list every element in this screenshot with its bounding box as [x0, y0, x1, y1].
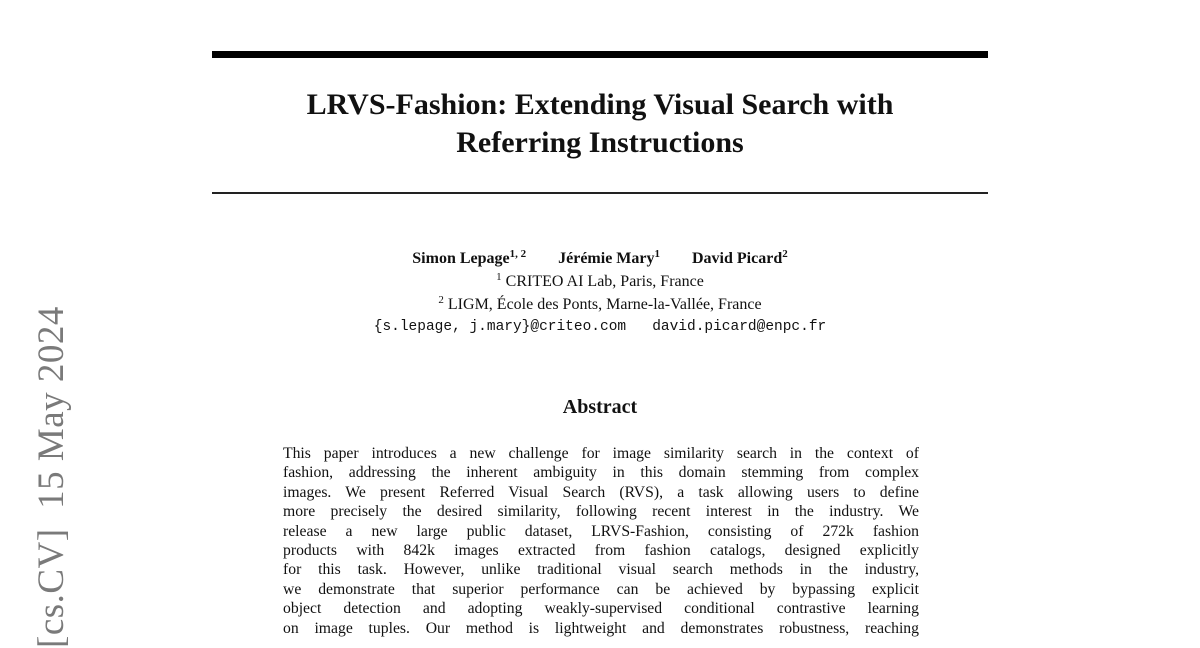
abstract-line: images. We present Referred Visual Search (RVS), a task allowing users to define: [283, 483, 919, 501]
author-2-affil-marks: 1: [654, 248, 660, 260]
author-1-name: Simon Lepage: [412, 250, 510, 267]
affiliation-1-mark: 1: [496, 271, 502, 283]
affiliation-2-mark: 2: [438, 294, 444, 306]
top-rule: [212, 51, 988, 58]
abstract-line: on image tuples. Our method is lightweight and demonstrates robustness, reaching: [283, 619, 919, 637]
paper-title: [212, 86, 988, 162]
author-3: [692, 250, 788, 267]
abstract-heading: Abstract: [562, 396, 638, 418]
author-3-affil-marks: 2: [782, 248, 788, 260]
abstract-line: more precisely the desired similarity, following recent interest in the industry. We: [283, 503, 919, 521]
abstract-line: products with 842k images extracted from fashion catalogs, designed explicitly: [283, 541, 919, 559]
arxiv-identifier-stamp: [cs.CV] 15 May 2024: [31, 306, 72, 648]
abstract-line: This paper introduces a new challenge for image similarity search in the context of: [283, 445, 919, 462]
title-line-2: Referring Instructions: [456, 126, 744, 159]
author-2: [558, 250, 660, 267]
author-list: [212, 248, 988, 270]
title-line-1: LRVS-Fashion: Extending Visual Search with: [306, 88, 894, 121]
author-2-name: Jérémie Mary: [558, 250, 655, 267]
author-3-name: David Picard: [692, 250, 783, 267]
title-bottom-rule: [212, 192, 988, 194]
author-1-affil-marks: 1, 2: [509, 248, 527, 260]
author-emails: {s.lepage, j.mary}@criteo.com david.picard@enpc.fr: [373, 319, 827, 335]
author-1: [412, 250, 526, 267]
abstract-line: fashion, addressing the inherent ambiguity in this domain stemming from complex: [283, 464, 919, 482]
affiliation-1: [212, 271, 988, 293]
abstract-line: object detection and adopting weakly-supervised conditional contrastive learning: [283, 600, 919, 618]
abstract-line: we demonstrate that superior performance can be achieved by bypassing explicit: [283, 580, 919, 598]
abstract-line: for this task. However, unlike traditional visual search methods in the industry,: [283, 561, 919, 579]
affiliation-1-text: CRITEO AI Lab, Paris, France: [505, 273, 704, 290]
affiliation-2: [212, 294, 988, 316]
abstract-body: [283, 444, 919, 638]
affiliation-2-text: LIGM, École des Ponts, Marne-la-Vallée, France: [447, 296, 762, 313]
abstract-line: release a new large public dataset, LRVS-Fashion, consisting of 272k fashion: [283, 522, 919, 540]
